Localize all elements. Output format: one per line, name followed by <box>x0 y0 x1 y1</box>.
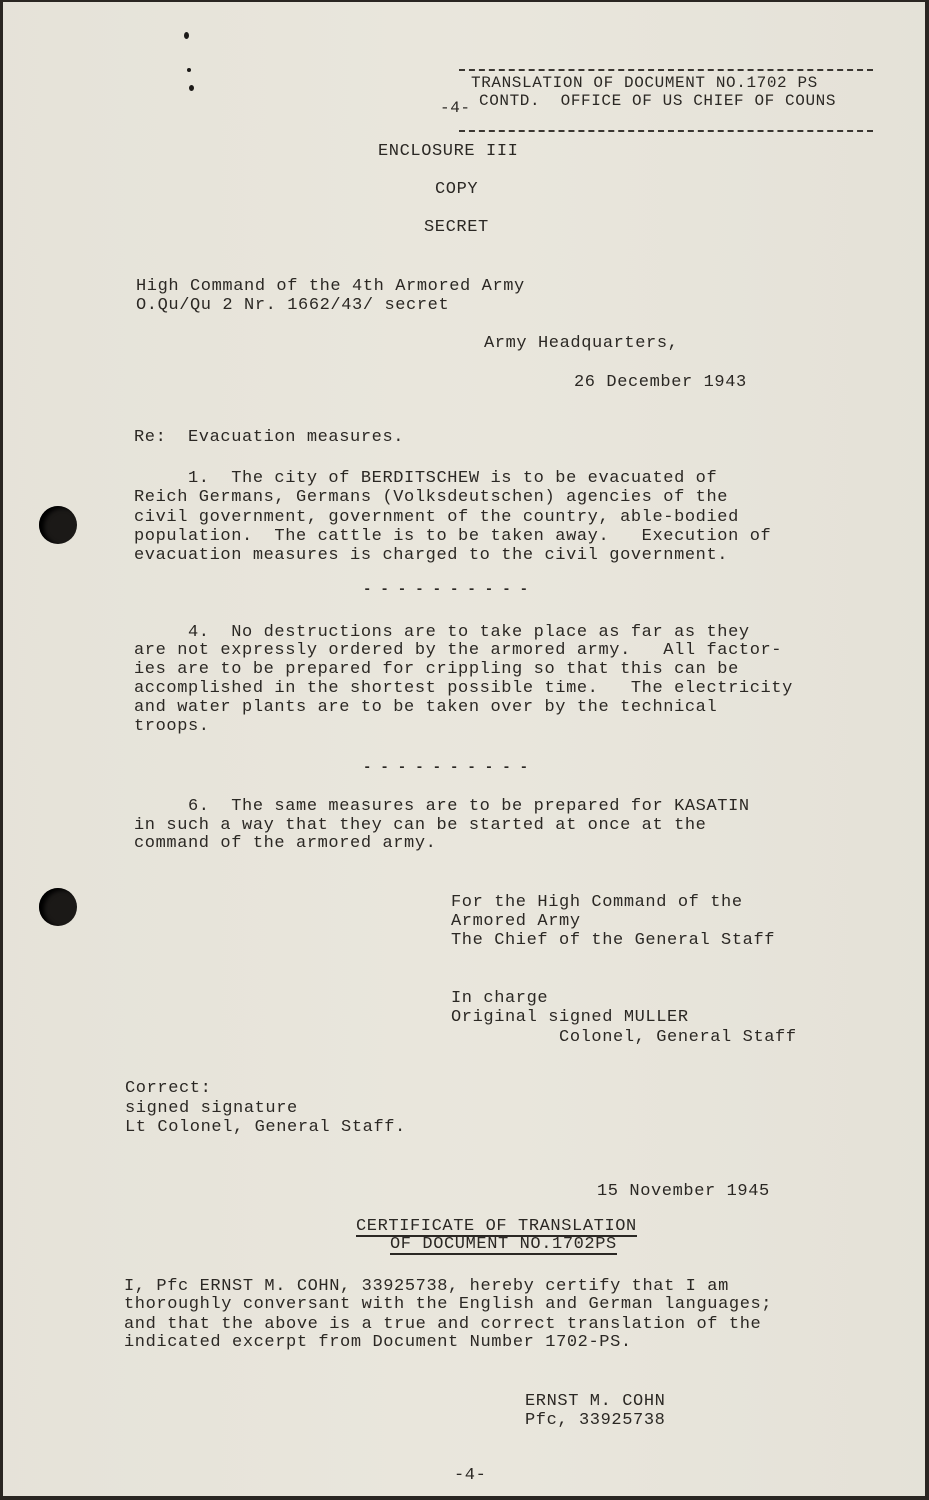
header-page-marker: -4- <box>440 99 471 117</box>
paragraph-line: in such a way that they can be started at once at the <box>134 816 707 835</box>
certificate-line: I, Pfc ERNST M. COHN, 33925738, hereby certify that I am <box>124 1277 729 1296</box>
ink-speck <box>187 68 191 72</box>
header-line-1: TRANSLATION OF DOCUMENT NO.1702 PS <box>471 74 818 92</box>
paragraph-line: Reich Germans, Germans (Volksdeutschen) agencies of the <box>134 488 729 507</box>
page-number: -4- <box>454 1466 487 1485</box>
paragraph-line: 6. The same measures are to be prepared for KASATIN <box>134 797 750 816</box>
signature-line: The Chief of the General Staff <box>451 931 776 950</box>
paragraph-line: ies are to be prepared for crippling so that this can be <box>134 660 739 679</box>
paragraph-line: accomplished in the shortest possible time. The electricity <box>134 679 793 698</box>
punch-hole-icon <box>39 888 77 926</box>
ink-speck <box>184 32 189 39</box>
place: Army Headquarters, <box>484 334 679 353</box>
header-rule-bottom <box>459 130 873 132</box>
translator-name: ERNST M. COHN <box>525 1392 666 1411</box>
paragraph-line: 1. The city of BERDITSCHEW is to be evacuated of <box>134 469 718 488</box>
certificate-date: 15 November 1945 <box>597 1182 770 1201</box>
secret-title: SECRET <box>424 218 489 237</box>
signature-line: In charge <box>451 989 549 1008</box>
punch-hole-icon <box>39 506 77 544</box>
header-rule-top <box>459 69 873 71</box>
certificate-line: indicated excerpt from Document Number 1702-PS. <box>124 1333 632 1352</box>
ink-speck <box>189 85 194 91</box>
signature-line: Colonel, General Staff <box>451 1028 797 1047</box>
paragraph-line: command of the armored army. <box>134 834 437 853</box>
letter-date: 26 December 1943 <box>574 373 747 392</box>
signature-line: Original signed MULLER <box>451 1008 689 1027</box>
signature-line: Armored Army <box>451 912 581 931</box>
certificate-title-line-2: OF DOCUMENT NO.1702PS <box>390 1235 617 1254</box>
section-separator: ---------- <box>363 760 538 776</box>
certificate-line: thoroughly conversant with the English and German languages; <box>124 1295 773 1314</box>
paragraph-line: evacuation measures is charged to the civil government. <box>134 546 729 565</box>
correct-line: signed signature <box>125 1099 298 1118</box>
sender-line-1: High Command of the 4th Armored Army <box>136 277 525 296</box>
copy-title: COPY <box>435 180 479 199</box>
section-separator: ---------- <box>363 582 538 598</box>
translator-id: Pfc, 33925738 <box>525 1411 666 1430</box>
certificate-title-line-1: CERTIFICATE OF TRANSLATION <box>356 1217 637 1236</box>
correct-line: Correct: <box>125 1079 212 1098</box>
sender-line-2: O.Qu/Qu 2 Nr. 1662/43/ secret <box>136 296 450 315</box>
certificate-line: and that the above is a true and correct translation of the <box>124 1315 762 1334</box>
signature-line: For the High Command of the <box>451 893 743 912</box>
header-line-2: CONTD. OFFICE OF US CHIEF OF COUNS <box>479 92 837 110</box>
paragraph-line: and water plants are to be taken over by the technical <box>134 698 718 717</box>
paragraph-line: troops. <box>134 717 210 736</box>
enclosure-title: ENCLOSURE III <box>378 142 519 161</box>
paragraph-line: civil government, government of the country, able-bodied <box>134 508 739 527</box>
correct-line: Lt Colonel, General Staff. <box>125 1118 406 1137</box>
subject-line: Re: Evacuation measures. <box>134 428 405 447</box>
paragraph-line: population. The cattle is to be taken away. Execution of <box>134 527 772 546</box>
document-page <box>3 2 925 1496</box>
paragraph-line: 4. No destructions are to take place as far as they <box>134 623 750 642</box>
paragraph-line: are not expressly ordered by the armored army. All factor- <box>134 641 783 660</box>
